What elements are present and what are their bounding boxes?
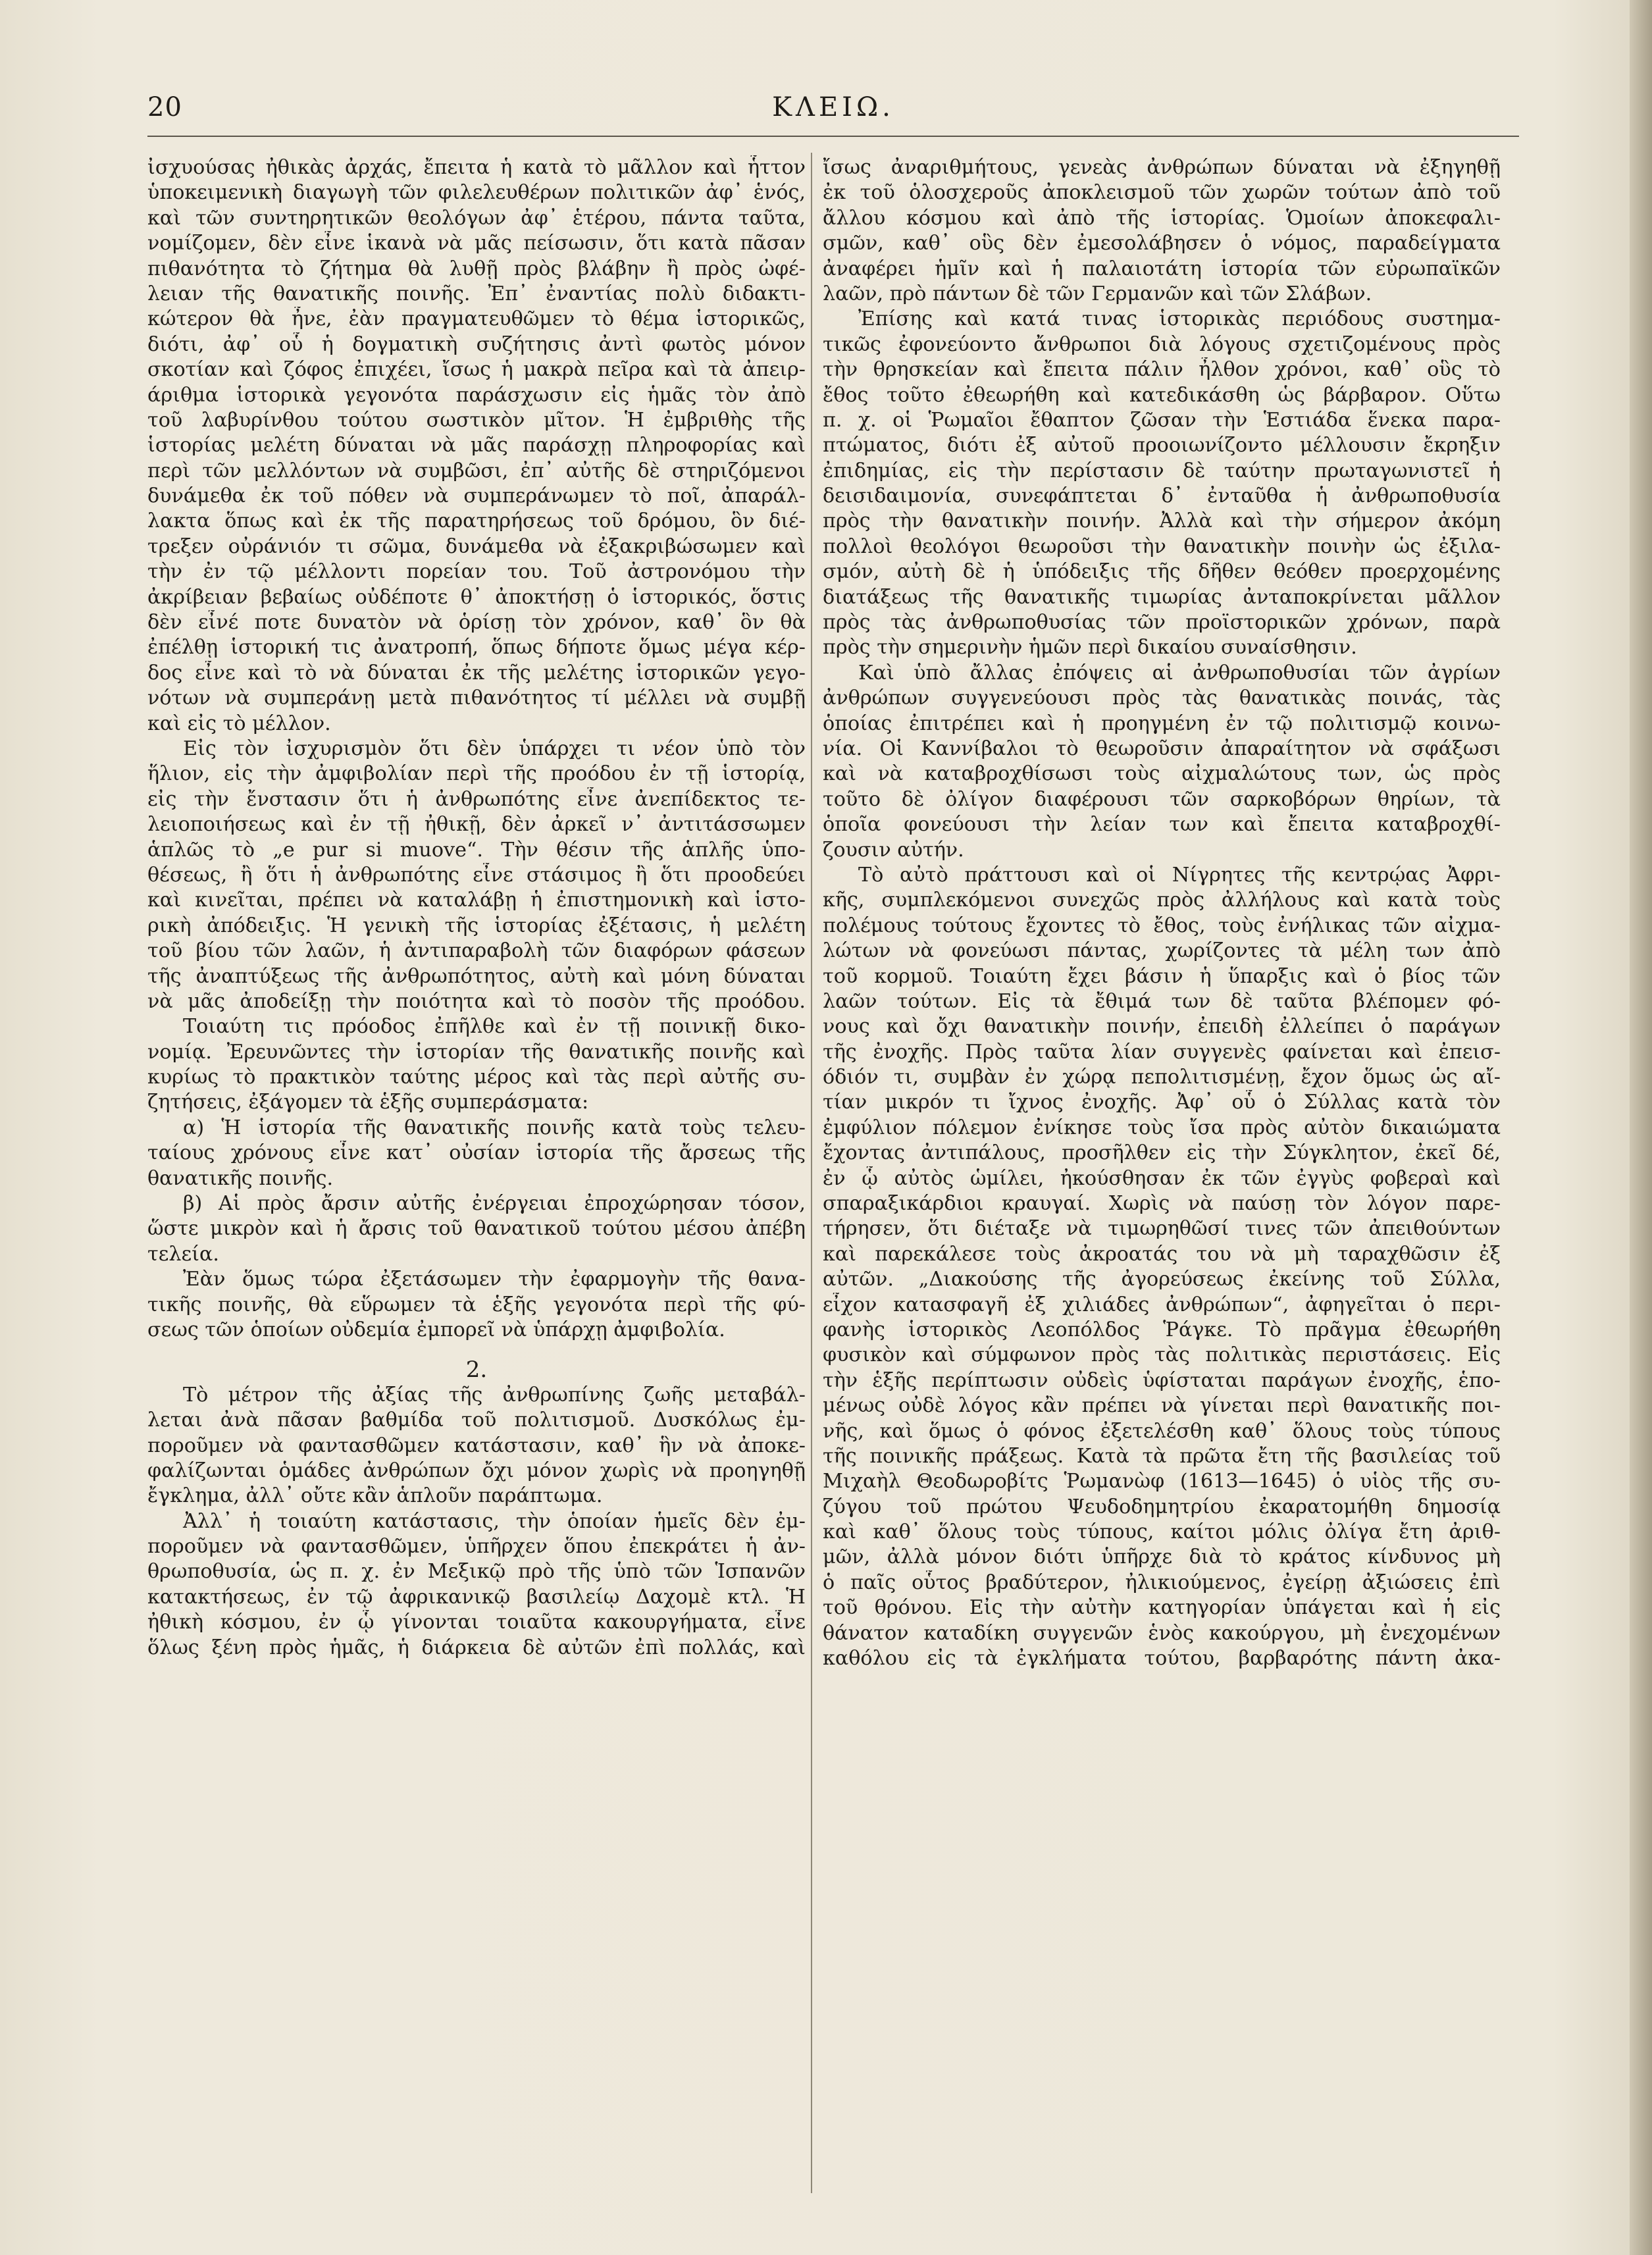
text-line: τὴν ἐν τῷ μέλλοντι πορείαν του. Τοῦ ἀστρονόμου τὴν — [147, 560, 806, 584]
text-line: ὅλως ξένη πρὸς ἡμᾶς, ἡ διάρκεια δὲ αὐτῶν ἐπὶ πολλάς, καὶ — [147, 1636, 806, 1659]
text-line: καὶ κινεῖται, πρέπει νὰ καταλάβῃ ἡ ἐπιστημονικὴ καὶ ἱστο- — [147, 889, 806, 912]
text-line: Τοιαύτη τις πρόοδος ἐπῆλθε καὶ ἐν τῇ ποινικῇ δικο- — [183, 1015, 806, 1039]
text-line: πολλοὶ θεολόγοι θεωροῦσι τὴν θανατικὴν ποινὴν ὡς ἐξιλα- — [823, 534, 1501, 558]
text-line: τῆς ἀναπτύξεως τῆς ἀνθρωπότητος, αὐτὴ καὶ μόνη δύναται — [147, 964, 806, 988]
text-line: καὶ νὰ καταβροχθίσωσι τοὺς αἰχμαλώτους των, ὡς πρὸς — [823, 762, 1501, 786]
text-line: ἀκρίβειαν βεβαίως οὐδέποτε θ᾽ ἀποκτήσῃ ὁ ἱστορικός, ὅστις — [147, 585, 806, 609]
header-rule — [147, 136, 1519, 137]
text-line: ἀναφέρει ἡμῖν καὶ ἡ παλαιοτάτη ἱστορία τῶν εὐρωπαϊκῶν — [823, 257, 1501, 280]
text-line: ἔχοντας ἀντιπάλους, προσῆλθεν εἰς τὴν Σύγκλητον, ἐκεῖ δέ, — [823, 1141, 1501, 1165]
section-number: 2. — [465, 1357, 488, 1383]
text-line: πρὸς τὴν θανατικὴν ποινήν. Ἀλλὰ καὶ τὴν σήμερον ἀκόμη — [823, 509, 1501, 533]
text-line: Ἐὰν ὅμως τώρα ἐξετάσωμεν τὴν ἐφαρμογὴν τῆς θανα- — [183, 1268, 806, 1291]
text-line: α) Ἡ ἱστορία τῆς θανατικῆς ποινῆς κατὰ τοὺς τελευ- — [183, 1116, 806, 1139]
text-line: ποροῦμεν νὰ φαντασθῶμεν, ὑπῆρχεν ὅπου ἐπεκράτει ἡ ἀν- — [147, 1535, 806, 1559]
page-spine-edge — [1630, 0, 1652, 2255]
text-line: ποροῦμεν νὰ φαντασθῶμεν κατάστασιν, καθ᾽ ἣν νὰ ἀποκε- — [147, 1434, 806, 1457]
text-line: πρὸς τὰς ἀνθρωποθυσίας τῶν προϊστορικῶν χρόνων, παρὰ — [823, 611, 1501, 635]
text-line: ζητήσεις, ἐξάγομεν τὰ ἑξῆς συμπεράσματα: — [147, 1091, 589, 1114]
text-line: λειαν τῆς θανατικῆς ποινῆς. Ἐπ᾽ ἐναντίας πολὺ διδακτι- — [147, 282, 806, 305]
text-line: σκοτίαν καὶ ζόφος ἐπιχέει, ἴσως ἡ μακρὰ πεῖρα καὶ τὰ ἀπειρ- — [147, 358, 806, 382]
text-line: τήρησεν, ὅτι διέταξε νὰ τιμωρηθῶσί τινες τῶν ἀπειθούντων — [823, 1217, 1501, 1241]
text-line: κατακτήσεως, ἐν τῷ ἀφρικανικῷ βασιλείῳ Δαχομὲ κτλ. Ἡ — [147, 1585, 806, 1609]
text-line: σμῶν, καθ᾽ οὓς δὲν ἐμεσολάβησεν ὁ νόμος, παραδείγματα — [823, 232, 1501, 255]
text-line: Τὸ αὐτὸ πράττουσι καὶ οἱ Νίγρητες τῆς κεντρῴας Ἀφρι- — [858, 863, 1501, 887]
text-line: σμόν, αὐτὴ δὲ ἡ ὑπόδειξις τῆς δῆθεν θεόθεν προερχομένης — [823, 560, 1501, 584]
text-line: τῆς ἐνοχῆς. Πρὸς ταῦτα λίαν συγγενὲς φαίνεται καὶ ἐπεισ- — [823, 1040, 1501, 1064]
text-line: κυρίως τὸ πρακτικὸν ταύτης μέρος καὶ τὰς περὶ αὐτῆς συ- — [147, 1066, 806, 1089]
text-line: όδιόν τι, συμβὰν ἐν χώρᾳ πεπολιτισμένῃ, ἔχον ὅμως ὡς αἴ- — [823, 1066, 1501, 1089]
text-line: τρεξεν οὐράνιόν τι σῶμα, δυνάμεθα νὰ ἐξακριβώσωμεν καὶ — [147, 534, 806, 558]
text-line: δὲν εἶνέ ποτε δυνατὸν νὰ ὁρίσῃ τὸν χρόνον, καθ᾽ ὃν θὰ — [147, 611, 806, 635]
text-line: λαῶν, πρὸ πάντων δὲ τῶν Γερμανῶν καὶ τῶν Σλάβων. — [823, 282, 1372, 305]
text-line: ἰσχυούσας ἠθικὰς ἀρχάς, ἔπειτα ἡ κατὰ τὸ μᾶλλον καὶ ἧττον — [147, 156, 806, 179]
text-line: τοῦ κορμοῦ. Τοιαύτη ἔχει βάσιν ἡ ὕπαρξις καὶ ὁ βίος τῶν — [823, 964, 1501, 988]
text-line: νότων νὰ συμπεράνῃ μετὰ πιθανότητος τί μέλλει νὰ συμβῇ — [147, 687, 806, 710]
text-line: ρικὴ ἀπόδειξις. Ἡ γενικὴ τῆς ἱστορίας ἐξέτασις, ἡ μελέτη — [147, 914, 806, 937]
text-line: τοῦ βίου τῶν λαῶν, ἡ ἀντιπαραβολὴ τῶν διαφόρων φάσεων — [147, 939, 806, 963]
text-line: Τὸ μέτρον τῆς ἀξίας τῆς ἀνθρωπίνης ζωῆς μεταβάλ- — [183, 1383, 806, 1407]
text-line: πολέμους τούτους ἔχοντες τὸ ἔθος, τοὺς ἐνήλικας τῶν αἰχμα- — [823, 914, 1501, 937]
text-line: ζουσιν αὐτήν. — [823, 838, 964, 862]
text-line: λώτων νὰ φονεύωσι πάντας, χωρίζοντες τὰ μέλη των ἀπὸ — [823, 939, 1501, 963]
text-line: διότι, ἀφ᾽ οὗ ἡ δογματικὴ συζήτησις ἀντὶ φωτὸς μόνον — [147, 332, 806, 356]
right-text-column — [823, 155, 1501, 1671]
text-line: τοῦ θρόνου. Εἰς τὴν αὐτὴν κατηγορίαν ὑπάγεται καὶ ἡ εἰς — [823, 1596, 1501, 1620]
text-line: ἐπιδημίας, εἰς τὴν περίστασιν δὲ ταύτην πρωταγωνιστεῖ ἡ — [823, 459, 1501, 482]
text-line: Ἐπίσης καὶ κατά τινας ἱστορικὰς περιόδους συστημα- — [858, 307, 1501, 331]
text-line: λακτα ὅπως καὶ ἐκ τῆς παρατηρήσεως τοῦ δρόμου, ὃν διέ- — [147, 509, 806, 533]
text-line: εἶχον κατασφαγῆ ἐξ χιλιάδες ἀνθρώπων“, ἀφηγεῖται ὁ περι- — [823, 1293, 1501, 1316]
text-line: πτώματος, διότι ἐξ αὐτοῦ προοιωνίζοντο μέλλουσιν ἔκρηξιν — [823, 434, 1501, 457]
text-line: Ἀλλ᾽ ἡ τοιαύτη κατάστασις, τὴν ὁποίαν ἡμεῖς δὲν ἐμ- — [183, 1509, 806, 1533]
text-line: διατάξεως τῆς θανατικῆς τιμωρίας ἀνταποκρίνεται μᾶλλον — [823, 585, 1501, 609]
text-line: ὑποκειμενικὴ διαγωγὴ τῶν φιλελευθέρων πολιτικῶν ἀφ᾽ ἑνός, — [147, 181, 806, 205]
column-divider — [811, 153, 812, 2193]
text-line: ὥστε μικρὸν καὶ ἡ ἄρσις τοῦ θανατικοῦ τούτου μέσου ἀπέβη — [147, 1217, 806, 1241]
text-line: ἥλιον, εἰς τὴν ἀμφιβολίαν περὶ τῆς προόδου ἐν τῇ ἱστορίᾳ, — [147, 762, 806, 786]
text-line: καὶ εἰς τὸ μέλλον. — [147, 712, 331, 735]
text-line: φυσικὸν καὶ σύμφωνον πρὸς τὰς πολιτικὰς περιστάσεις. Εἰς — [823, 1343, 1501, 1367]
text-line: Καὶ ὑπὸ ἄλλας ἐπόψεις αἱ ἀνθρωποθυσίαι τῶν ἀγρίων — [858, 661, 1501, 685]
text-line: τίαν μικρόν τι ἴχνος ἐνοχῆς. Ἀφ᾽ οὗ ὁ Σύλλας κατὰ τὸν — [823, 1091, 1501, 1114]
text-line: φανὴς ἱστορικὸς Λεοπόλδος Ῥάγκε. Τὸ πρᾶγμα ἐθεωρήθη — [823, 1318, 1501, 1341]
text-line: φαλίζωνται ὁμάδες ἀνθρώπων ὄχι μόνον χωρὶς νὰ προηγηθῇ — [147, 1459, 806, 1482]
text-line: μένως οὐδὲ λόγος κἂν πρέπει νὰ γίνεται περὶ θανατικῆς ποι- — [823, 1394, 1501, 1418]
text-line: β) Αἱ πρὸς ἄρσιν αὐτῆς ἐνέργειαι ἐπροχώρησαν τόσον, — [183, 1192, 806, 1216]
text-line: νομίζομεν, δὲν εἶνε ἱκανὰ νὰ μᾶς πείσωσιν, ὅτι κατὰ πᾶσαν — [147, 232, 806, 255]
text-line: ζύγου τοῦ πρώτου Ψευδοδημητρίου ἐκαρατομήθη δημοσίᾳ — [823, 1495, 1501, 1518]
text-line: περὶ τῶν μελλόντων νὰ συμβῶσι, ἐπ᾽ αὐτῆς δὲ στηριζόμενοι — [147, 459, 806, 482]
text-line: τὴν θρησκείαν καὶ ἔπειτα πάλιν ἦλθον χρόνοι, καθ᾽ οὓς τὸ — [823, 358, 1501, 382]
text-line: τοῦτο δὲ ὀλίγον διαφέρουσι τῶν σαρκοβόρων θηρίων, τὰ — [823, 787, 1501, 811]
text-line: θρωποθυσία, ὡς π. χ. ἐν Μεξικῷ πρὸ τῆς ὑπὸ τῶν Ἱσπανῶν — [147, 1560, 806, 1584]
text-line: άριθμα ἱστορικὰ γεγονότα παράσχωσιν εἰς ἡμᾶς τὸν ἀπὸ — [147, 383, 806, 407]
text-line: σεως τῶν ὁποίων οὐδεμία ἐμπορεῖ νὰ ὑπάρχῃ ἀμφιβολία. — [147, 1318, 725, 1341]
text-line: ἱστορίας μελέτη δύναται νὰ μᾶς παράσχῃ πληροφορίας καὶ — [147, 434, 806, 457]
text-line: ὁ παῖς οὗτος βραδύτερον, ἠλικιούμενος, ἐγείρῃ ἀξιώσεις ἐπὶ — [823, 1570, 1501, 1594]
text-line: ὁποίας ἐπιτρέπει καὶ ἡ προηγμένη ἐν τῷ πολιτισμῷ κοινω- — [823, 712, 1501, 735]
text-line: τῆς ποινικῆς πράξεως. Κατὰ τὰ πρῶτα ἔτη τῆς βασιλείας τοῦ — [823, 1444, 1501, 1468]
text-line: ἐκ τοῦ ὁλοσχεροῦς ἀποκλεισμοῦ τῶν χωρῶν τούτων ἀπὸ τοῦ — [823, 181, 1501, 205]
text-line: ταίους χρόνους εἶνε κατ᾽ οὐσίαν ἱστορία τῆς ἄρσεως τῆς — [147, 1141, 806, 1165]
text-line: μῶν, ἀλλὰ μόνον διότι ὑπῆρχε διὰ τὸ κράτος κίνδυνος μὴ — [823, 1545, 1501, 1569]
journal-title: ΚΛΕΙΩ. — [772, 92, 894, 122]
text-line: ἐν ᾧ αὐτὸς ὡμίλει, ἠκούσθησαν ἐκ τῶν ἐγγὺς φοβεραὶ καὶ — [823, 1166, 1501, 1190]
text-line: τὴν ἑξῆς περίπτωσιν οὐδεὶς ὑφίσταται παράγων ἐνοχῆς, ἑπο- — [823, 1368, 1501, 1392]
text-line: ὁποῖα φονεύουσι τὴν λείαν των καὶ ἔπειτα καταβροχθί- — [823, 813, 1501, 837]
text-line: πιθανότητα τὸ ζήτημα θὰ λυθῇ πρὸς βλάβην ἢ πρὸς ὠφέ- — [147, 257, 806, 280]
text-line: ἄλλου κόσμου καὶ ἀπὸ τῆς ἱστορίας. Ὁμοίων ἀποκεφαλι- — [823, 206, 1501, 230]
text-line: λαῶν τούτων. Εἰς τὰ ἔθιμά των δὲ ταῦτα βλέπομεν φό- — [823, 989, 1501, 1013]
text-line: θάνατον καταδίκη συγγενῶν ἑνὸς κακούργου, μὴ ἐνεχομένων — [823, 1621, 1501, 1645]
text-line: δος εἶνε καὶ τὸ νὰ δύναται ἐκ τῆς μελέτης ἱστορικῶν γεγο- — [147, 661, 806, 685]
text-line: ἐμφύλιον πόλεμον ἐνίκησε τοὺς ἴσα πρὸς αὐτὸν δικαιώματα — [823, 1116, 1501, 1139]
text-line: Μιχαὴλ Θεοδωροβίτς Ῥωμανὼφ (1613—1645) ὁ υἱὸς τῆς συ- — [823, 1470, 1501, 1493]
text-line: νομίᾳ. Ἐρευνῶντες τὴν ἱστορίαν τῆς θανατικῆς ποινῆς καὶ — [147, 1040, 806, 1064]
text-line: δεισιδαιμονία, συνεφάπτεται δ᾽ ἐνταῦθα ἡ ἀνθρωποθυσία — [823, 484, 1501, 508]
text-line: κώτερον θὰ ἦνε, ἐὰν πραγματευθῶμεν τὸ θέμα ἱστορικῶς, — [147, 307, 806, 331]
text-line: τοῦ λαβυρίνθου τούτου σωστικὸν μῖτον. Ἡ ἐμβριθὴς τῆς — [147, 408, 806, 432]
text-line: αὐτῶν. „Διακούσης τῆς ἀγορεύσεως ἐκείνης τοῦ Σύλλα, — [823, 1268, 1501, 1291]
text-line: ἁπλῶς τὸ „e pur si muove“. Τὴν θέσιν τῆς ἁπλῆς ὑπο- — [147, 838, 806, 862]
text-line: θέσεως, ἢ ὅτι ἡ ἀνθρωπότης εἶνε στάσιμος ἢ ὅτι προοδεύει — [147, 863, 806, 887]
text-line: νῆς, καὶ ὅμως ὁ φόνος ἐξετελέσθη καθ᾽ ὅλους τοὺς τύπους — [823, 1419, 1501, 1443]
text-line: καὶ τῶν συντηρητικῶν θεολόγων ἀφ᾽ ἑτέρου, πάντα ταῦτα, — [147, 206, 806, 230]
text-line: ἔθος τοῦτο ἐθεωρήθη καὶ κατεδικάσθη ὡς βάρβαρον. Οὕτω — [823, 383, 1501, 407]
text-line: ἐπέλθῃ ἱστορική τις ἀνατροπή, ὅπως δήποτε ὅμως μέγα κέρ- — [147, 636, 806, 660]
text-line: λειοποιήσεως καὶ ἐν τῇ ἠθικῇ, δὲν ἀρκεῖ ν᾽ ἀντιτάσσωμεν — [147, 813, 806, 837]
text-line: καὶ παρεκάλεσε τοὺς ἀκροατάς του νὰ μὴ ταραχθῶσιν ἐξ — [823, 1242, 1501, 1266]
text-line: θανατικῆς ποινῆς. — [147, 1166, 334, 1190]
text-line: νὰ μᾶς ἀποδείξῃ τὴν ποιότητα καὶ τὸ ποσὸν τῆς προόδου. — [147, 989, 806, 1013]
text-line: ἔγκλημα, ἀλλ᾽ οὔτε κἂν ἁπλοῦν παράπτωμα. — [147, 1484, 603, 1508]
text-line: πρὸς τὴν σημερινὴν ἡμῶν περὶ δικαίου συναίσθησιν. — [823, 636, 1357, 660]
text-line: ἴσως ἀναριθμήτους, γενεὰς ἀνθρώπων δύναται νὰ ἐξηγηθῇ — [823, 156, 1501, 179]
left-text-column — [147, 155, 806, 1661]
text-line: σπαραξικάρδιοι κραυγαί. Χωρὶς νὰ παύσῃ τὸν λόγον παρε- — [823, 1192, 1501, 1216]
text-line: τικῆς ποινῆς, θὰ εὕρωμεν τὰ ἑξῆς γεγονότα περὶ τῆς φύ- — [147, 1293, 806, 1316]
text-line: εἰς τὴν ἔνστασιν ὅτι ἡ ἀνθρωπότης εἶνε ἀνεπίδεκτος τε- — [147, 787, 806, 811]
text-line: νία. Οἱ Καννίβαλοι τὸ θεωροῦσιν ἀπαραίτητον νὰ σφάξωσι — [823, 737, 1501, 760]
text-line: ἀνθρώπων συγγενεύουσι πρὸς τὰς θανατικὰς ποινάς, τὰς — [823, 687, 1501, 710]
text-line: δυνάμεθα ἐκ τοῦ πόθεν νὰ συμπεράνωμεν τὸ ποῖ, ἀπαράλ- — [147, 484, 806, 508]
text-line: τικῶς ἐφονεύοντο ἄνθρωποι διὰ λόγους σχετιζομένους πρὸς — [823, 332, 1501, 356]
text-line: νους καὶ ὄχι θανατικὴν ποινήν, ἐπειδὴ ἐλλείπει ὁ παράγων — [823, 1015, 1501, 1039]
text-line: π. χ. οἱ Ῥωμαῖοι ἔθαπτον ζῶσαν τὴν Ἑστιάδα ἕνεκα παρα- — [823, 408, 1501, 432]
text-line: Εἰς τὸν ἰσχυρισμὸν ὅτι δὲν ὑπάρχει τι νέον ὑπὸ τὸν — [183, 737, 806, 760]
text-line: ἠθικὴ κόσμου, ἐν ᾧ γίνονται τοιαῦτα κακουργήματα, εἶνε — [147, 1611, 806, 1634]
text-line: καὶ καθ᾽ ὅλους τοὺς τύπους, καίτοι μόλις ὀλίγα ἔτη ἀριθ- — [823, 1520, 1501, 1544]
text-line: τελεία. — [147, 1242, 219, 1266]
running-head — [147, 92, 1519, 132]
page-number: 20 — [147, 92, 182, 122]
text-line: λεται ἀνὰ πᾶσαν βαθμίδα τοῦ πολιτισμοῦ. Δυσκόλως ἐμ- — [147, 1409, 806, 1432]
text-line: κῆς, συμπλεκόμενοι συνεχῶς πρὸς ἀλλήλους καὶ κατὰ τοὺς — [823, 889, 1501, 912]
text-line: καθόλου εἰς τὰ ἐγκλήματα τούτου, βαρβαρότης πάντη ἀκα- — [823, 1647, 1501, 1671]
section-gap — [147, 1343, 806, 1357]
